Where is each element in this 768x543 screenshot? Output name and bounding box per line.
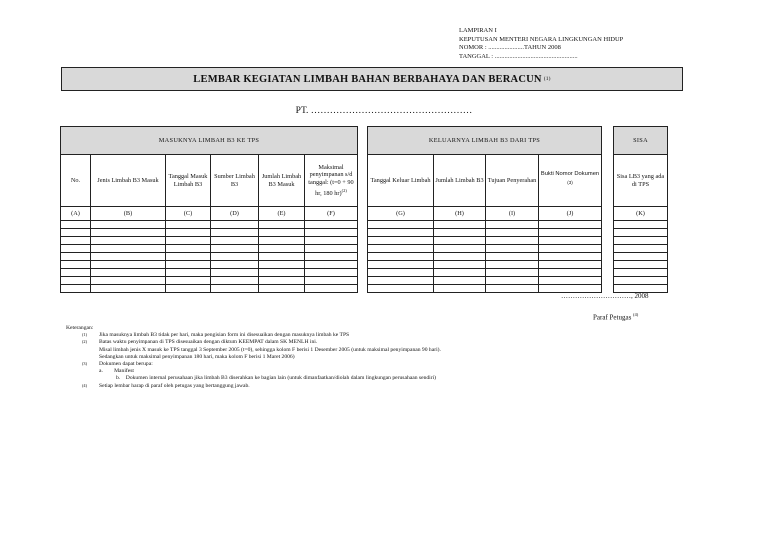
letter-h: (H) [434,207,486,221]
table-row [61,221,668,229]
table-cell [211,277,259,285]
table-cell [434,237,486,245]
paraf-label: Paraf Petugas [593,313,632,322]
column-gap [602,229,614,237]
table-cell [91,237,166,245]
column-gap [602,127,614,155]
column-gap [358,261,368,269]
table-row [61,269,668,277]
table-cell [614,229,668,237]
table-cell [305,237,358,245]
table-cell [486,237,539,245]
table-row [61,245,668,253]
table-cell [614,237,668,245]
table-cell [305,229,358,237]
header-jenis: Jenis Limbah B3 Masuk [91,155,166,207]
table-row [61,253,668,261]
table-cell [61,253,91,261]
table-cell [166,261,211,269]
column-header-row [61,155,668,207]
table-cell [486,253,539,261]
table-cell [434,253,486,261]
table-cell [91,229,166,237]
column-gap [602,253,614,261]
note-1-number: (1) [82,332,88,338]
note-4-number: (4) [82,382,88,388]
table-cell [166,269,211,277]
table-cell [614,269,668,277]
letter-f: (F) [305,207,358,221]
table-cell [259,285,305,293]
table-cell [614,253,668,261]
table-cell [486,261,539,269]
form-title-box [61,67,683,91]
table-cell [305,269,358,277]
note-3-number: (3) [82,361,88,367]
table-cell [259,237,305,245]
table-cell [211,285,259,293]
table-cell [259,229,305,237]
table-cell [305,277,358,285]
header-tujuan: Tujuan Penyerahan [486,155,539,207]
table-cell [486,269,539,277]
table-cell [305,285,358,293]
table-cell [166,245,211,253]
note-2-number: (2) [82,339,88,345]
table-cell [91,253,166,261]
table-cell [486,221,539,229]
table-cell [368,269,434,277]
table-cell [211,237,259,245]
table-cell [61,237,91,245]
header-jumlah-keluar: Jumlah Limbah B3 [434,155,486,207]
table-cell [259,221,305,229]
note-3-item-b [66,375,441,382]
table-cell [61,269,91,277]
header-maksimal [305,155,358,207]
header-no: No. [61,155,91,207]
column-gap [602,221,614,229]
table-cell [486,285,539,293]
note-2 [66,339,441,361]
notes-section [66,325,441,390]
header-tanggal-keluar: Tanggal Keluar Limbah [368,155,434,207]
table-cell [614,277,668,285]
table-cell [211,245,259,253]
table-cell [305,221,358,229]
empty-data-rows [61,221,668,293]
table-row [61,237,668,245]
table-cell [434,245,486,253]
table-cell [434,269,486,277]
table-cell [211,261,259,269]
letter-b: (B) [91,207,166,221]
table-cell [91,277,166,285]
table-cell [368,277,434,285]
letter-d: (D) [211,207,259,221]
note-3a-label: a. [99,368,103,375]
table-cell [539,261,602,269]
letter-g: (G) [368,207,434,221]
group-header-row [61,127,668,155]
table-cell [91,245,166,253]
letter-k: (K) [614,207,668,221]
column-gap [602,261,614,269]
table-cell [368,229,434,237]
table-cell [434,277,486,285]
table-cell [211,221,259,229]
table-cell [61,229,91,237]
letter-i: (I) [486,207,539,221]
header-bukti-footnote: (3) [567,179,573,185]
table-cell [486,229,539,237]
table-cell [368,245,434,253]
table-cell [211,269,259,277]
form-title: LEMBAR KEGIATAN LIMBAH BAHAN BERBAHAYA DAN BERACUN [193,73,542,85]
header-tanggal-masuk: Tanggal Masuk Limbah B3 [166,155,211,207]
column-gap [358,229,368,237]
header-bukti-text: Bukti Nomor Dokumen [540,170,600,177]
column-gap [358,277,368,285]
group-masuk: MASUKNYA LIMBAH B3 KE TPS [61,127,358,155]
table-cell [434,285,486,293]
table-cell [259,261,305,269]
note-4 [66,383,441,390]
table-cell [166,277,211,285]
header-maksimal-text: Maksimal penyimpanan s/d tanggal: (t=0 + 90 hr, 180 hr) [308,163,354,197]
document-header [459,27,623,61]
table-cell [539,237,602,245]
group-sisa: SISA [614,127,668,155]
column-gap [358,269,368,277]
table-cell [434,221,486,229]
letter-c: (C) [166,207,211,221]
table-cell [61,277,91,285]
column-gap [602,245,614,253]
table-cell [486,245,539,253]
table-cell [259,245,305,253]
header-tanggal: TANGGAL : ................................................... [459,52,578,60]
paraf-footnote: (4) [633,312,639,317]
table-cell [259,253,305,261]
header-keputusan: KEPUTUSAN MENTERI NEGARA LINGKUNGAN HIDUP [459,35,624,43]
waste-log-table [60,126,668,293]
note-1 [66,332,441,339]
table-row [61,229,668,237]
table-cell [91,261,166,269]
table-cell [614,261,668,269]
column-gap [358,155,368,207]
table-cell [166,237,211,245]
group-keluar: KELUARNYA LIMBAH B3 DARI TPS [368,127,602,155]
table-cell [211,229,259,237]
company-name-line: PT. …………………………………………… [295,106,473,116]
notes-heading: Keterangan: [66,325,94,331]
table-cell [368,285,434,293]
note-3a-text: Manifest [114,368,134,375]
table-cell [614,221,668,229]
note-3 [66,361,441,383]
column-gap [602,207,614,221]
header-bukti [539,155,602,207]
table-cell [368,237,434,245]
note-3b-text: Dokumen internal perusahaan jika limbah B3 diserahkan ke bagian lain (untuk dimanfaatkan/diolah dalam lingkungan perusahaan sendiri) [125,375,436,382]
form-title-footnote: (1) [543,76,551,82]
table-cell [259,269,305,277]
table-cell [259,277,305,285]
table-cell [539,221,602,229]
table-cell [539,229,602,237]
note-4-text: Setiap lembar harap di paraf oleh petugas yang bertanggung jawab. [99,382,250,389]
column-gap [358,237,368,245]
table-cell [61,245,91,253]
table-row [61,277,668,285]
header-jumlah-masuk: Jumlah Limbah B3 Masuk [259,155,305,207]
table-cell [305,245,358,253]
note-2-text-b: Misal limbah jenis X masuk ke TPS tanggal 3 September 2005 (t=0), sehingga kolom F berisi 1 Desember 2005 (untuk maksimal penyimpanan 90 hari). [99,346,441,353]
table-cell [486,277,539,285]
header-maksimal-footnote: (2) [341,187,347,193]
table-cell [166,229,211,237]
header-lampiran: LAMPIRAN I [459,27,497,34]
table-cell [368,221,434,229]
table-cell [166,221,211,229]
signature-paraf [593,312,638,321]
table-cell [434,261,486,269]
column-gap [358,207,368,221]
note-3-text: Dokumen dapat berupa: [99,361,153,368]
table-cell [368,253,434,261]
letter-a: (A) [61,207,91,221]
column-gap [358,245,368,253]
column-gap [358,285,368,293]
table-cell [91,269,166,277]
table-cell [434,229,486,237]
table-cell [166,285,211,293]
column-gap [602,155,614,207]
table-cell [166,253,211,261]
table-row [61,261,668,269]
table-cell [91,285,166,293]
table-cell [61,221,91,229]
column-letter-row [61,207,668,221]
note-3b-label: b. [116,375,121,382]
table-cell [614,245,668,253]
column-gap [358,127,368,155]
table-cell [539,277,602,285]
note-2-text-a: Batas waktu penyimpanan di TPS disesuaikan dengan diktum KEEMPAT dalam SK MENLH ini. [99,339,318,346]
table-cell [539,245,602,253]
table-cell [61,285,91,293]
column-gap [602,237,614,245]
column-gap [602,269,614,277]
signature-date: …………………………, 2008 [561,292,649,300]
header-nomor: NOMOR : ......................TAHUN 2008 [459,44,561,52]
table-cell [211,253,259,261]
column-gap [358,221,368,229]
header-sumber: Sumber Limbah B3 [211,155,259,207]
note-2-text-c: Sedangkan untuk maksimal penyimpanan 180 hari, maka kolom F berisi 1 Maret 2006) [99,353,295,360]
column-gap [602,277,614,285]
table-cell [368,261,434,269]
letter-j: (J) [539,207,602,221]
table-cell [305,253,358,261]
table-cell [61,261,91,269]
header-sisa-lb3: Sisa LB3 yang ada di TPS [614,155,668,207]
table-cell [305,261,358,269]
note-1-text: Jika masuknya limbah B3 tidak per hari, maka pengisian form ini disesuaikan dengan masuknya limbah ke TPS [99,332,350,339]
letter-e: (E) [259,207,305,221]
column-gap [358,253,368,261]
table-cell [539,269,602,277]
table-cell [91,221,166,229]
table-cell [539,253,602,261]
